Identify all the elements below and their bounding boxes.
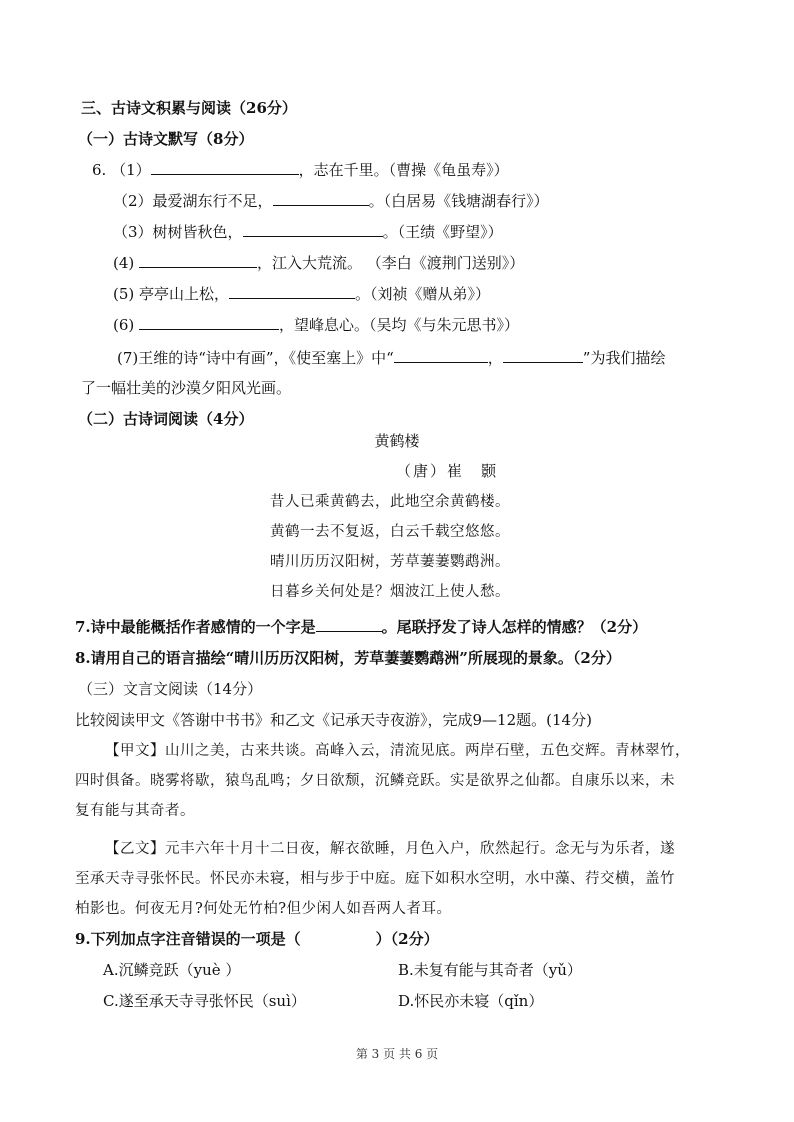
item-text: 。（刘祯《赠从弟》） [355, 285, 491, 303]
item-text: ，江入大荒流。 （李白《渡荆门送别》） [257, 254, 525, 272]
item-text: ，望峰息心。（吴均《与朱元思书》） [279, 316, 520, 334]
answer-blank[interactable] [503, 348, 583, 363]
answer-blank[interactable] [316, 617, 382, 632]
item-text: 。（白居易《钱塘湖春行》） [368, 192, 549, 210]
q6-line-4 [113, 253, 524, 273]
part2-title: （二）古诗词阅读（4分） [78, 410, 254, 428]
poem-title: 黄鹤楼 [374, 432, 420, 450]
poem-line: 昔人已乘黄鹤去，此地空余黄鹤楼。 [270, 494, 510, 510]
item-number: （1） [111, 161, 151, 179]
q6-line-7 [117, 348, 665, 368]
item-text: (7)王维的诗“诗中有画”，《使至塞上》中“ [117, 349, 394, 367]
question-9: 9.下列加点字注音错误的一项是（ ）（2分） [75, 930, 439, 948]
answer-blank[interactable] [394, 348, 488, 363]
question-8: 8.请用自己的语言描绘“晴川历历汉阳树，芳草萋萋鹦鹉洲”所展现的景象。（2分） [75, 649, 621, 667]
poem-line: 晴川历历汉阳树，芳草萋萋鹦鹉洲。 [270, 554, 510, 570]
item-number: （3） [113, 223, 153, 241]
passage-yi-line: 柏影也。何夜无月?何处无竹柏?但少闲人如吾两人者耳。 [75, 901, 452, 917]
passage-jia-line: 复有能与其奇者。 [75, 803, 195, 819]
q6-line-5 [113, 284, 490, 304]
answer-blank[interactable] [273, 191, 369, 206]
part3-title: （三）文言文阅读（14分） [78, 680, 263, 698]
passage-yi-line: 【乙文】元丰六年十月十二日夜，解衣欲睡，月色入户，欣然起行。念无与为乐者，遂 [105, 841, 675, 857]
q6-number: 6. [92, 161, 107, 179]
item-text: 最爱湖东行不足， [152, 192, 273, 210]
q6-line-2 [113, 191, 549, 211]
q6-line-7-cont: 了一幅壮美的沙漠夕阳风光画。 [81, 379, 292, 397]
item-text: ”为我们描绘 [582, 349, 666, 367]
passage-jia-line: 【甲文】山川之美，古来共谈。高峰入云，清流见底。两岸石壁，五色交辉。青林翠竹， [105, 743, 690, 759]
item-text: 树树皆秋色， [152, 223, 243, 241]
item-text: ，志在千里。（曹操《龟虽寿》） [298, 161, 509, 179]
part3-intro: 比较阅读甲文《答谢中书书》和乙文《记承天寺夜游》，完成9—12题。(14分) [75, 711, 592, 729]
page-footer: 第 3 页 共 6 页 [355, 1047, 439, 1061]
question-text: 7.诗中最能概括作者感情的一个字是 [75, 618, 316, 636]
passage-jia-line: 四时俱备。晓雾将歇，猿鸟乱鸣；夕日欲颓，沉鳞竞跃。实是欲界之仙都。自康乐以来，未 [75, 773, 675, 789]
q6-line-6 [113, 315, 519, 335]
q6-line-1 [92, 160, 509, 180]
item-number: （2） [113, 192, 153, 210]
poem-author: （唐）崔 颢 [396, 462, 499, 480]
answer-blank[interactable] [229, 284, 355, 299]
item-number: (5) [113, 285, 135, 303]
item-number: (4) [113, 254, 135, 272]
option-d[interactable]: D.怀民亦未寝（qǐn） [398, 992, 544, 1010]
answer-blank[interactable] [139, 315, 279, 330]
passage-yi-line: 至承天寺寻张怀民。怀民亦未寝，相与步于中庭。庭下如积水空明，水中藻、荇交横，盖竹 [75, 871, 675, 887]
q6-line-3 [113, 222, 503, 242]
item-text: ， [487, 349, 503, 367]
item-text: 亭亭山上松， [139, 285, 230, 303]
question-7 [75, 617, 647, 637]
question-text: 。尾联抒发了诗人怎样的情感？（2分） [381, 618, 648, 636]
item-number: (6) [113, 316, 135, 334]
answer-blank[interactable] [243, 222, 383, 237]
section-title: 三、古诗文积累与阅读（26分） [81, 99, 297, 117]
answer-blank[interactable] [151, 160, 299, 175]
poem-line: 黄鹤一去不复返，白云千载空悠悠。 [270, 524, 510, 540]
option-b[interactable]: B.未复有能与其奇者（yǔ） [398, 961, 582, 979]
option-c[interactable]: C.遂至承天寺寻张怀民（suì） [103, 992, 306, 1010]
item-text: 。（王绩《野望》） [382, 223, 503, 241]
answer-blank[interactable] [139, 253, 257, 268]
poem-line: 日暮乡关何处是？烟波江上使人愁。 [270, 584, 510, 600]
option-a[interactable]: A.沉鳞竞跃（yuè ） [103, 961, 241, 979]
part1-title: （一）古诗文默写（8分） [78, 130, 254, 148]
